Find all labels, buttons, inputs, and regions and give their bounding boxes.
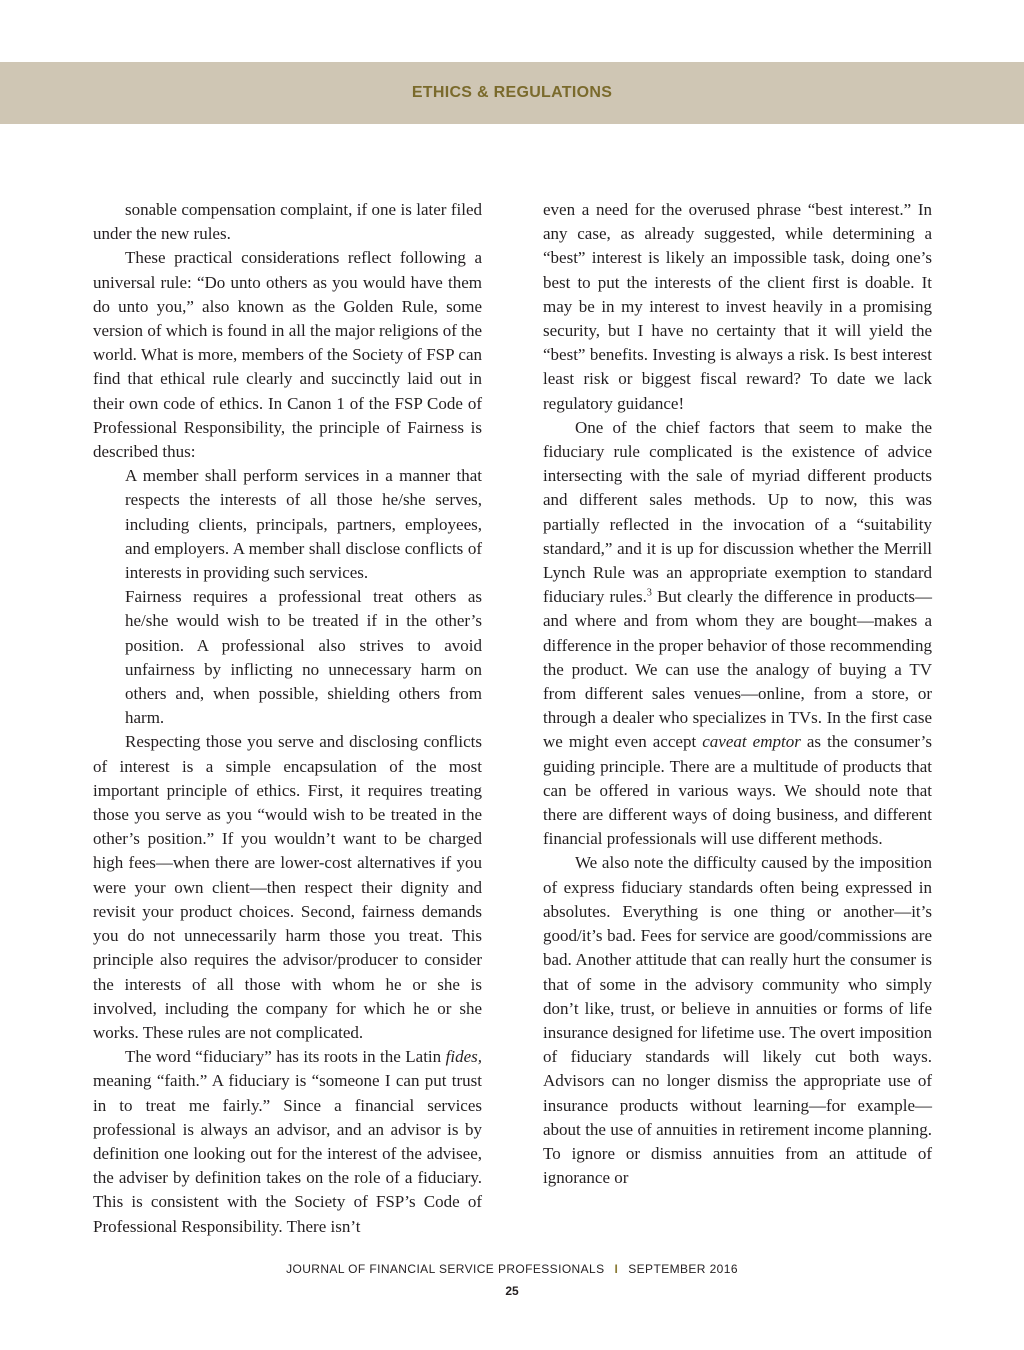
left-paragraph-3: Respecting those you serve and disclosing conflicts of interest is a simple encapsulation of the most important principle of ethics. First, it requires treating those you serve as you “would wish to be treated in the other’s position.” If you wouldn’t want to be charged high fees—when there are lower-cost alternatives if you were your own client—then respect their dignity and revisit your product choices. Second, fairness demands you do not unnecessarily harm those you treat. This principle also requires the advisor/producer to consider the interests of all those with whom he or she is involved, including the company for which he or she works. These rules are not complicated. [93,732,482,1042]
footer-separator: I [614,1262,619,1276]
canon-quote [125,464,482,730]
section-title: ETHICS & REGULATIONS [411,84,613,101]
page-number: 25 [505,1284,519,1298]
left-paragraph-4-part-b: meaning “faith.” A fiduciary is “someone I can put trust in to treat me fairly.” Since a financial services professional is always an advisor, and an advisor is by definition one looking out for the interest of the advisee, the adviser by definition takes on the role of a fiduciary. This is consistent with the Society of FSP’s Code of Professional Responsibility. There isn’t [93,1071,482,1236]
left-column [93,198,482,1239]
footnote-marker: 3 [646,587,652,599]
right-paragraph-2 [543,416,932,852]
left-paragraph-1: sonable compensation complaint, if one is later filed under the new rules. [93,200,482,244]
left-paragraph-4-part-a: The word “fiduciary” has its roots in the Latin [125,1047,446,1067]
right-paragraph-2-part-c: as the consumer’s guiding principle. There are a multitude of products that can be offered in various ways. We should note that there are different ways of doing business, and different financial professionals will use different methods. [543,732,932,849]
canon-quote-paragraph-1: A member shall perform services in a manner that respects the interests of all those he/she serves, including clients, principals, partners, employees, and employers. A member shall disclose conflicts of interests in providing such services. [125,466,482,583]
right-paragraph-2-part-b: But clearly the difference in products—and where and from whom they are bought—makes a difference in the proper behavior of those recommending the product. We can use the analogy of buying a TV from different sales venues—online, from a store, or through a dealer who specializes in TVs. In the first case we might even accept [543,587,932,752]
issue-date: SEPTEMBER 2016 [628,1262,738,1276]
left-paragraph-2: These practical considerations reflect following a universal rule: “Do unto others as you would have them do unto you,” also known as the Golden Rule, some version of which is found in all the major religions of the world. What is more, members of the Society of FSP can find that ethical rule clearly and succinctly laid out in their own code of ethics. In Canon 1 of the FSP Code of Professional Responsibility, the principle of Fairness is described thus: [93,248,482,462]
left-paragraph-4 [93,1045,482,1239]
left-paragraph-4-italic: fides, [445,1047,482,1067]
right-paragraph-3: We also note the difficulty caused by the imposition of express fiduciary standards often being expressed in absolutes. Everything is one thing or another—it’s good/it’s bad. Fees for service are good/commissions are bad. Another attitude that can really hurt the consumer is that of some in the advisory community who simply don’t like, trust, or believe in annuities or forms of life insurance designed for lifetime use. The overt imposition of fiduciary standards will likely cut both ways. Advisors can no longer dismiss the appropriate use of insurance products without learning—for example—about the use of annuities in retirement income planning. To ignore or dismiss annuities from an attitude of ignorance or [543,853,932,1188]
right-paragraph-2-italic: caveat emptor [702,732,801,752]
section-header-band [0,62,1024,124]
canon-quote-paragraph-2: Fairness requires a professional treat others as he/she would wish to be treated if in the other’s position. A professional also strives to avoid unfairness by inflicting no unnecessary harm on others and, when possible, shielding others from harm. [125,587,482,728]
footer-journal-line [0,1262,1024,1276]
right-column [543,198,932,1190]
right-paragraph-2-part-a: One of the chief factors that seem to make the fiduciary rule complicated is the existence of advice intersecting with the sale of myriad different products and different sales methods. Up to now, this was partially reflected in the invocation of a “suitability standard,” and it is up for discussion whether the Merrill Lynch Rule was an appropriate exemption to standard fiduciary rules. [543,417,932,607]
right-paragraph-1: even a need for the overused phrase “best interest.” In any case, as already suggested, while determining a “best” interest is likely an impossible task, doing one’s best to put the interests of the client first is doable. It may be in my interest to invest heavily in a promising security, but I have no certainty that it will yield the “best” benefits. Investing is always a risk. Is best interest least risk or biggest fiscal reward? To date we lack regulatory guidance! [543,200,932,413]
journal-name: JOURNAL OF FINANCIAL SERVICE PROFESSIONALS [286,1262,605,1276]
